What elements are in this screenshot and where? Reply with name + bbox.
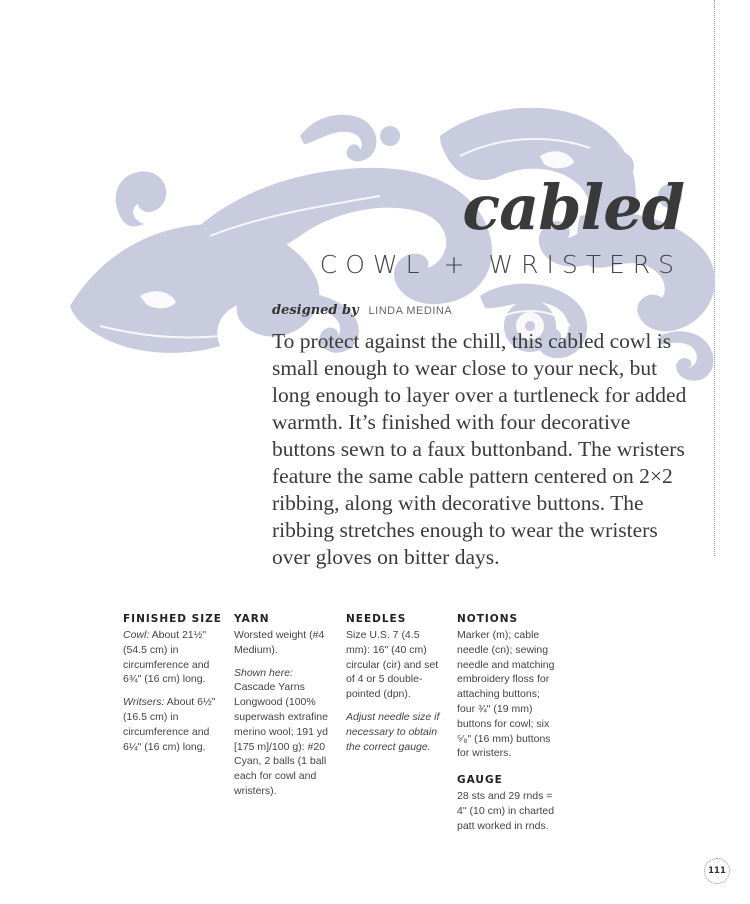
finished-size-column bbox=[123, 612, 223, 762]
gauge-heading: GAUGE bbox=[457, 774, 503, 787]
page-number: 111 bbox=[704, 858, 730, 884]
cowl-size-text: About 21½" (54.5 cm) in circumference and 6¾" (16 cm) long. bbox=[123, 629, 210, 686]
notions-column bbox=[457, 612, 557, 842]
intro-paragraph: To protect against the chill, this cabled cowl is small enough to wear close to your neck, but long enough to layer over a turtleneck for added warmth. It’s finished with four decorative buttons sewn to a faux buttonband. The wristers feature the same cable pattern centered on 2×2 ribbing, along with decorative buttons. The ribbing stretches enough to wear the wristers over gloves on bitter days. bbox=[272, 329, 687, 569]
designer-name: LINDA MEDINA bbox=[368, 305, 453, 317]
yarn-shown-label: Shown here: bbox=[234, 666, 293, 679]
needles-column bbox=[346, 612, 446, 762]
pattern-subtitle: COWL + WRISTERS bbox=[319, 250, 682, 279]
notions-heading: NOTIONS bbox=[457, 613, 519, 625]
pattern-title: cabled bbox=[462, 171, 684, 244]
wristers-size-text: About 6½" (16.5 cm) in circumference and 6¼" (16 cm) long. bbox=[123, 696, 216, 753]
cowl-size-label: Cowl: bbox=[123, 629, 150, 641]
notions-text: Marker (m); cable needle (cn); sewing needle and matching embroidery floss for attaching buttons; four ¾" (19 mm) buttons for cowl; six ⁵⁄₈" (16 mm) buttons for wristers. bbox=[457, 629, 555, 760]
yarn-shown-text: Cascade Yarns Longwood (100% superwash extrafine merino wool; 191 yd [175 m]/100 g): #20 Cyan, 2 balls (1 ball each for cowl and wristers). bbox=[234, 681, 328, 797]
cowl-size bbox=[123, 628, 223, 687]
needles-heading: NEEDLES bbox=[346, 613, 407, 625]
needles-text: Size U.S. 7 (4.5 mm): 16" (40 cm) circular (cir) and set of 4 or 5 double-pointed (dpn). bbox=[346, 629, 439, 701]
yarn-column bbox=[234, 612, 334, 807]
needles-note: Adjust needle size if necessary to obtain the correct gauge. bbox=[346, 710, 440, 753]
gauge-text: 28 sts and 29 rnds = 4" (10 cm) in charted patt worked in rnds. bbox=[457, 790, 555, 832]
wristers-size bbox=[123, 695, 223, 754]
yarn-shown-here bbox=[234, 666, 334, 799]
finished-size-heading: FINISHED SIZE bbox=[123, 613, 222, 625]
yarn-weight: Worsted weight (#4 Medium). bbox=[234, 629, 325, 656]
byline-prefix: designed by bbox=[272, 303, 359, 318]
wristers-size-label: Writsers: bbox=[123, 696, 165, 709]
byline bbox=[272, 300, 452, 321]
yarn-heading: YARN bbox=[234, 613, 270, 625]
